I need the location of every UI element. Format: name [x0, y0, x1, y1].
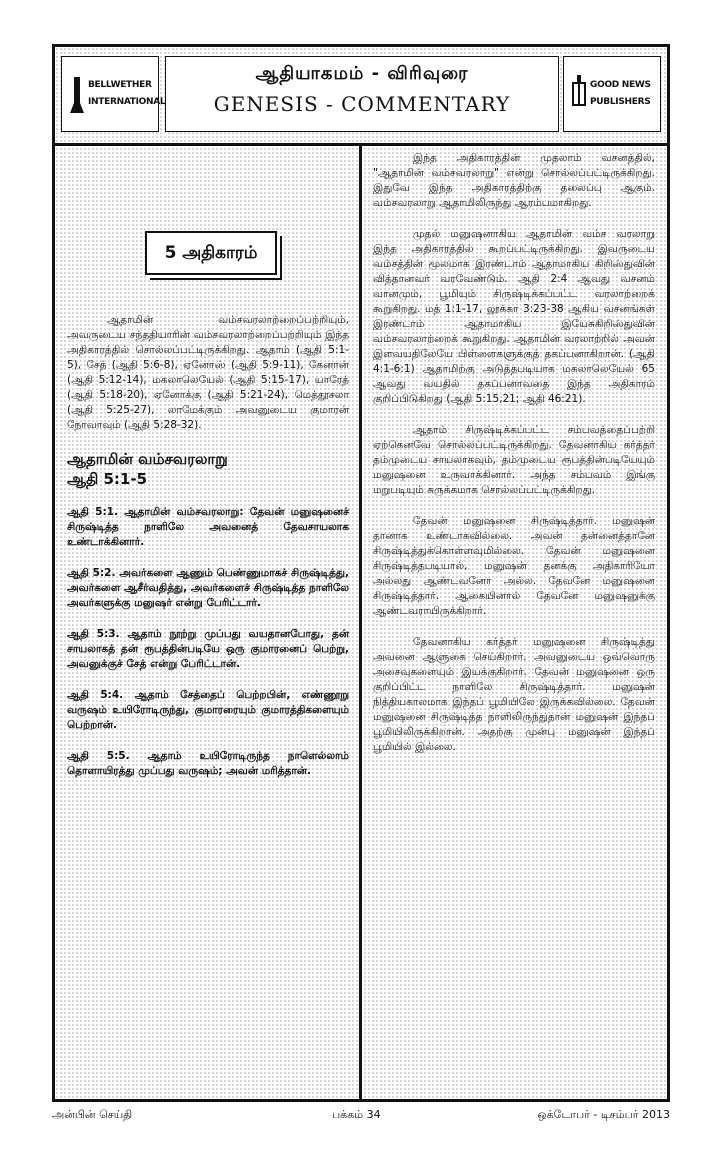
page-frame: [52, 44, 670, 1102]
logo-right-line2: PUBLISHERS: [590, 97, 651, 107]
page-header: [55, 47, 667, 146]
commentary-paragraph: முதல் மனுஷனாகிய ஆதாமின் வம்ச வரலாறு இந்த அதிகாரத்தில் கூறப்பட்டிருக்கிறது. இவருடைய வம்சத்தின் மூலமாக இரண்டாம் ஆதாமாகிய கிறிஸ்துவின் வித்தானவர் வரவேண்டும். ஆதி 2:4 ஆவது வசனம் வானமும், பூமியும் சிருஷ்டிக்கப்பட்ட வரலாற்றைக் கூறுகிறது. மத் 1:1-17, லூக்கா 3:23-38 ஆகிய வசனங்கள் இரண்டாம் ஆதாமாகிய இயேசுகிறிஸ்துவின் வம்சவரலாற்றைக் கூறுகிறது. ஆதாமின் வரலாற்றில் அவன் இளவயதிலேயே பிள்ளைகளுக்குத் தகப்பனாகிறான். (ஆதி 4:1-6:1) ஆதாமிற்கு அடுத்தபடியாக மகலாலெயேல் 65 ஆவது வயதில் தகப்பனாவதை இந்த அதிகாரம் குறிப்பிடுகிறது (ஆதி 5:15,21; ஆதி 46:21).: [373, 228, 655, 405]
book-icon: [572, 75, 586, 113]
verse-5-2: ஆதி 5:2. அவர்களை ஆணும் பெண்ணுமாகச் சிருஷ்டித்து, அவர்களை ஆசீர்வதித்து, அவர்களைச் சிருஷ்டித்த நாளிலே அவர்களுக்கு மனுஷர் என்று பேரிட்டார்.: [67, 567, 350, 609]
commentary-paragraph: தேவனாகிய கர்த்தர் மனுஷனை சிருஷ்டித்து அவனை ஆளுகை செய்கிறார். அவனுடைய ஒவ்வொரு அசைவுகளையும் இயக்குகிறார். தேவன் மனுஷனை ஒரு குறிப்பிட்ட நாளிலே சிருஷ்டித்தார். மனுஷன் நித்தியகாலமாக இந்தப் பூமியிலே இருக்கவில்லை. தேவன் மனுஷனை சிருஷ்டித்த நாளிலிருந்துதான் மனுஷன் இந்தப் பூமியிலிருக்கிறான். அதற்கு முன்பு மனுஷன் இந்தப் பூமியில் இல்லை.: [373, 636, 655, 753]
chapter-label: 5 அதிகாரம்: [145, 231, 277, 275]
logo-left-line2: INTERNATIONAL: [88, 97, 166, 107]
section-reference: ஆதி 5:1-5: [67, 470, 148, 488]
content-columns: [55, 143, 667, 1099]
magazine-name: அன்பின் செய்தி: [52, 1108, 133, 1121]
logo-right-line1: GOOD NEWS: [590, 80, 651, 90]
commentary-paragraph: ஆதாம் சிருஷ்டிக்கப்பட்ட சம்பவத்தைப்பற்றி ஏற்கெனவே சொல்லப்பட்டிருக்கிறது. தேவனாகிய கர்த்தர் தம்முடைய சாயலாகவும், தம்முடைய ரூபத்தின்படியேயும் மனுஷனை உருவாக்கினார். அந்த சம்பவம் இங்கு மறுபடியும் சுருக்கமாக சொல்லப்பட்டிருக்கிறது.: [373, 424, 655, 496]
left-column: [63, 143, 353, 1099]
chapter-intro: ஆதாமின் வம்சவரலாற்றைப்பற்றியும், அவருடைய சந்ததியாரின் வம்சவரலாற்றைப்பற்றியும் இந்த அதிகாரத்தில் சொல்லப்பட்டிருக்கிறது. ஆதாம் (ஆதி 5:1-5), சேத் (ஆதி 5:6-8), ஏனோஸ் (ஆதி 5:9-11), கேனான் (ஆதி 5:12-14), மகலாலெயேல் (ஆதி 5:15-17), யாரேத் (ஆதி 5:18-20), ஏனோக்கு (ஆதி 5:21-24), மெத்தூசலா (ஆதி 5:25-27), லாமேக்கும் அவனுடைய குமாரன் நோவாவும் (ஆதி 5:28-32).: [67, 314, 349, 431]
title-tamil: ஆதியாகமம் - விரிவுரை: [255, 63, 469, 84]
verse-5-1: ஆதி 5:1. ஆதாமின் வம்சவரலாறு: தேவன் மனுஷனைச் சிருஷ்டித்த நாளிலே அவனைத் தேவசாயலாக உண்டாக்கினார்.: [67, 506, 349, 548]
good-news-logo: [563, 56, 661, 132]
column-divider: [359, 143, 362, 1099]
verse-5-5: ஆதி 5:5. ஆதாம் உயிரோடிருந்த நாளெல்லாம் தொளாயிரத்து முப்பது வருஷம்; அவன் மரித்தான்.: [67, 750, 349, 777]
verse-5-3: ஆதி 5:3. ஆதாம் நூற்று முப்பது வயதானபோது, தன் சாயலாகத் தன் ரூபத்தின்படியே ஒரு குமாரனைப் பெற்று, அவனுக்குச் சேத் என்று பேரிட்டான்.: [67, 628, 349, 670]
issue-date: ஒக்டோபர் - டிசம்பர் 2013: [537, 1108, 670, 1121]
section-heading: ஆதாமின் வம்சவரலாறு: [67, 450, 228, 468]
title-english: GENESIS - COMMENTARY: [213, 92, 511, 116]
page-footer: [52, 1108, 670, 1128]
logo-left-line1: BELLWETHER: [88, 80, 152, 90]
title-box: [165, 56, 559, 132]
bellwether-logo: [61, 56, 166, 132]
page-number: பக்கம் 34: [332, 1108, 381, 1121]
verse-5-4: ஆதி 5:4. ஆதாம் சேத்தைப் பெற்றபின், எண்ணூறு வருஷம் உயிரோடிருந்து, குமாரரையும் குமாரத்திகளையும் பெற்றான்.: [67, 689, 349, 731]
commentary-paragraph: தேவன் மனுஷனை சிருஷ்டித்தார். மனுஷன் தானாக உண்டாகவில்லை. அவன் தன்னைத்தானே சிருஷ்டித்துக்கொள்ளவுமில்லை. தேவன் மனுஷனை சிருஷ்டித்தபடியால், மனுஷன் தனக்கு அதிகாரியோ அல்லது ஆண்டவனோ அல்ல. தேவனே மனுஷனை சிருஷ்டித்தார். ஆகையினால் தேவனே மனுஷனுக்கு ஆண்டவராயிருக்கிறார்.: [373, 515, 655, 617]
right-column: [369, 143, 659, 1099]
commentary-paragraph: இந்த அதிகாரத்தின் முதலாம் வசனத்தில், "ஆதாமின் வம்சவரலாறு" என்று சொல்லப்பட்டிருக்கிறது. இதுவே இந்த அதிகாரத்திற்கு தலைப்பு ஆகும். வம்சவரலாறு ஆதாமிலிருந்து ஆரம்பமாகிறது.: [373, 152, 655, 209]
tower-icon: [70, 75, 84, 113]
